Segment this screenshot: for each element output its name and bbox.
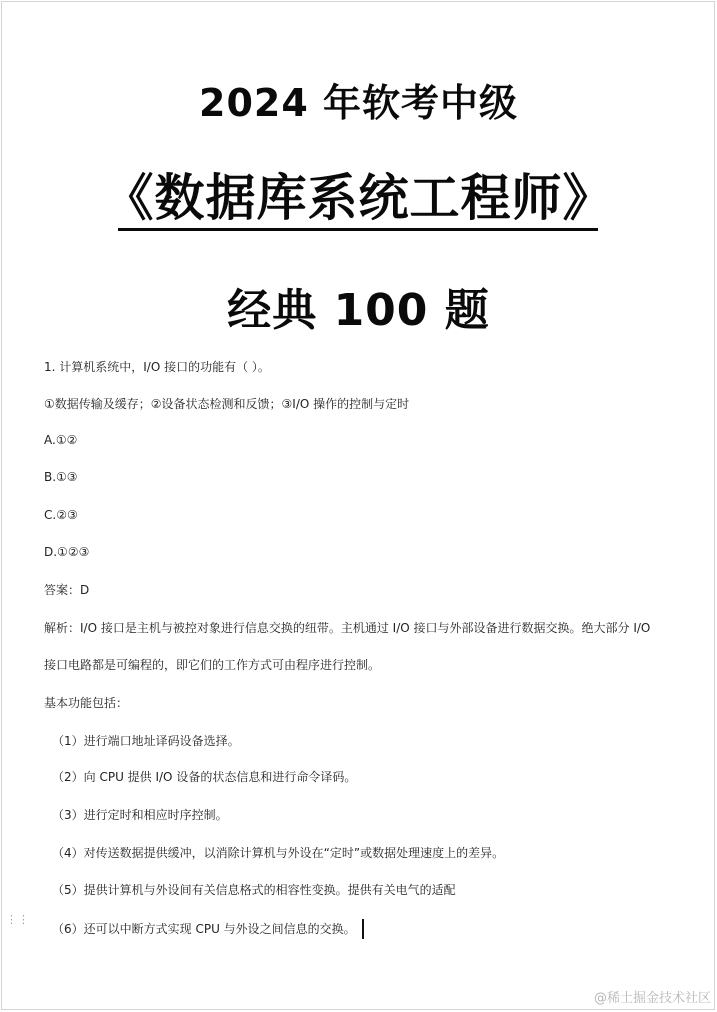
function-item-6: （6）还可以中断方式实现 CPU 与外设之间信息的交换。: [52, 922, 356, 936]
text-cursor: [362, 919, 364, 939]
question-statements: ①数据传输及缓存；②设备状态检测和反馈；③I/O 操作的控制与定时: [44, 397, 410, 411]
question-stem: 1. 计算机系统中，I/O 接口的功能有（ ）。: [44, 360, 270, 374]
analysis-line-1: 解析：I/O 接口是主机与被控对象进行信息交换的纽带。主机通过 I/O 接口与外部设备进行数据交换。绝大部分 I/O: [44, 621, 651, 635]
function-item-6-row[interactable]: [52, 919, 364, 939]
function-item-4: （4）对传送数据提供缓冲，以消除计算机与外设在“定时”或数据处理速度上的差异。: [52, 846, 505, 860]
document-title-year: 2024 年软考中级: [199, 81, 518, 125]
answer: 答案：D: [44, 583, 90, 597]
function-item-3: （3）进行定时和相应时序控制。: [52, 808, 228, 822]
watermark: @稀土掘金技术社区: [593, 991, 711, 1006]
option-d: D.①②③: [44, 545, 90, 559]
option-a: A.①②: [44, 433, 78, 447]
drag-handle-icon[interactable]: ⋮⋮: [6, 913, 30, 926]
function-item-2: （2）向 CPU 提供 I/O 设备的状态信息和进行命令译码。: [52, 770, 357, 784]
title-underline: [118, 228, 598, 231]
analysis-line-2: 接口电路都是可编程的，即它们的工作方式可由程序进行控制。: [44, 658, 381, 672]
document-subtitle: 经典 100 题: [227, 285, 490, 336]
document-title-main: 《数据库系统工程师》: [103, 169, 614, 227]
function-item-5: （5）提供计算机与外设间有关信息格式的相容性变换。提供有关电气的适配: [52, 883, 456, 897]
function-item-1: （1）进行端口地址译码设备选择。: [52, 734, 240, 748]
option-b: B.①③: [44, 470, 78, 484]
functions-heading: 基本功能包括：: [44, 696, 129, 710]
option-c: C.②③: [44, 508, 78, 522]
